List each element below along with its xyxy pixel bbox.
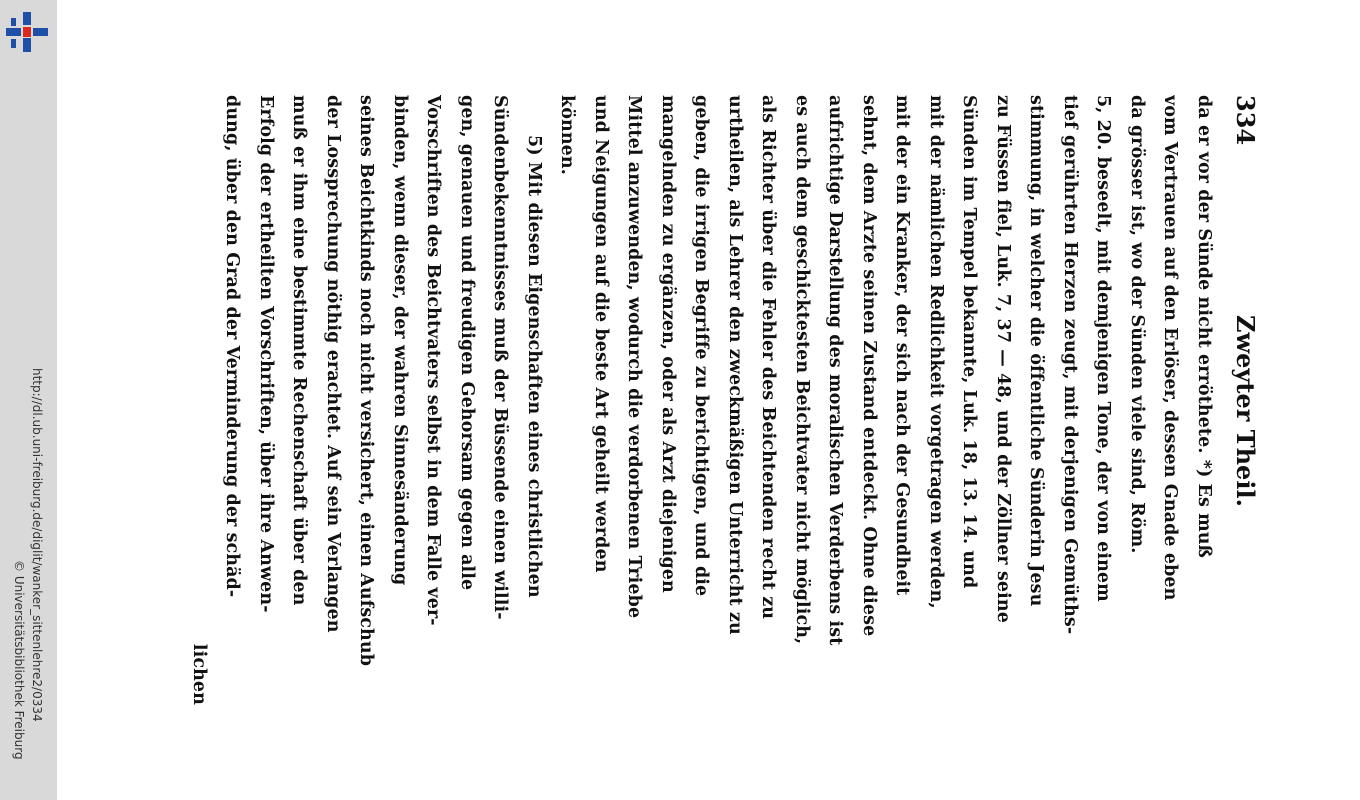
- text-line: seines Beichtkinds noch nicht versichert, einen Aufschub: [356, 95, 377, 667]
- text-line: sehnt, dem Arzte seinen Zustand entdeckt. Ohne diese: [859, 95, 879, 637]
- text-line: Erfolg der ertheilten Vorschriften, über ihre Anwen-: [256, 95, 276, 613]
- text-line: binden, wenn dieser, der wahren Sinnesänderung: [390, 95, 410, 586]
- text-line: gen, genauen und freudigen Gehorsam gegen alle: [457, 95, 477, 591]
- text-line: können.: [557, 95, 578, 175]
- text-line: dung, über den Grad der Verminderung der schäd-: [222, 95, 243, 598]
- text-line: aufrichtige Darstellung des moralischen Verderbens ist: [825, 95, 846, 646]
- page-number: 334: [1231, 95, 1260, 146]
- text-line: Mittel anzuwenden, wodurch die verdorbenen Triebe: [624, 95, 645, 619]
- scanned-page: [189, 95, 1260, 705]
- text-line: tief gerührten Herzen zeugt, mit derjenigen Gemüths-: [1060, 95, 1080, 635]
- permalink-url[interactable]: http://dl.ub.uni-freiburg.de/diglit/wanker_sittenlehre2/0334: [30, 368, 44, 722]
- text-line: urtheilen, als Lehrer den zweckmäßigen Unterricht zu: [725, 95, 745, 635]
- text-line: als Richter über die Fehler des Beichtenden recht zu: [758, 95, 779, 620]
- text-line: da er vor der Sünde nicht erröthete. *) Es muß: [1194, 95, 1214, 558]
- text-line: Vorschriften des Beichtvaters selbst in dem Falle ver-: [423, 95, 444, 626]
- text-line: Sündenbekenntnisses muß der Büssende einen willi-: [490, 95, 511, 620]
- text-line: der Lossprechung nöthig erachtet. Auf sein Verlangen: [323, 95, 343, 633]
- text-line: und Neigungen auf die beste Art geheilt werden: [591, 95, 611, 573]
- viewer-sidebar: [0, 0, 57, 800]
- text-line: mangelnden zu ergänzen, oder als Arzt diejenigen: [658, 95, 678, 593]
- page-body: [215, 95, 1220, 705]
- text-line: stimmung, in welcher die öffentliche Sünderin Jesu: [1026, 95, 1047, 607]
- text-line: geben, die irrigen Begriffe zu berichtigen, und die: [691, 95, 712, 597]
- running-title: Zweyter Theil.: [1231, 315, 1260, 507]
- text-line: mit der nämlichen Redlichkeit vorgetragen werden,: [926, 95, 946, 609]
- text-line: mit der ein Kranker, der sich nach der Gesundheit: [892, 95, 913, 596]
- page-header: [1224, 95, 1260, 705]
- text-line: es auch dem geschicktesten Beichtvater nicht möglich,: [792, 95, 812, 645]
- catchword: lichen: [189, 643, 209, 705]
- text-line: da grösser ist, wo der Sünden viele sind, Röm.: [1127, 95, 1147, 554]
- text-line: 5, 20. beseelt, mit demjenigen Tone, der von einem: [1093, 95, 1114, 602]
- text-line: muß er ihm eine bestimmte Rechenschaft über den: [289, 95, 310, 606]
- text-line: 5) Mit diesen Eigenschaften eines christlichen: [524, 135, 544, 598]
- text-line: vom Vertrauen auf den Erlöser, dessen Gnade eben: [1160, 95, 1181, 601]
- text-line: Sünden im Tempel bekannte, Luk. 18, 13. 14. und: [959, 95, 980, 589]
- text-line: zu Füssen fiel, Luk. 7, 37 — 48, und der Zöllner seine: [993, 95, 1013, 623]
- university-library-logo-icon: [6, 12, 48, 52]
- copyright-notice: © Universitätsbibliothek Freiburg: [12, 560, 26, 760]
